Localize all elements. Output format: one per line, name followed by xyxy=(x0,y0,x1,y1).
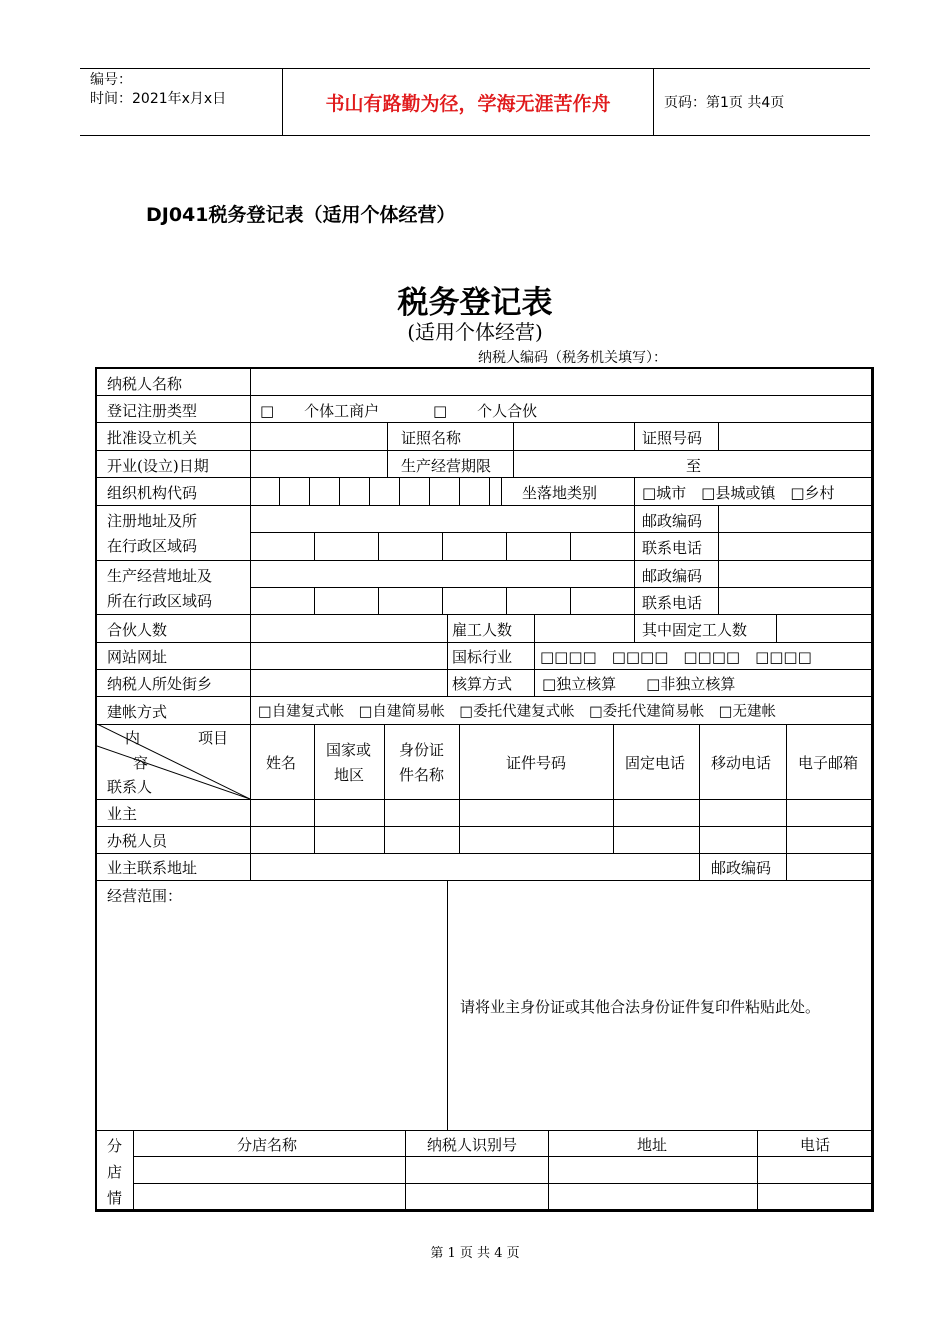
col-line xyxy=(501,477,502,505)
col-line xyxy=(634,477,635,505)
document-title: DJ041税务登记表（适用个体经营） xyxy=(146,204,456,226)
col-line xyxy=(513,422,514,477)
label-biz-addr-1: 生产经营地址及 xyxy=(107,567,213,585)
label-owner-postal: 邮政编码 xyxy=(711,859,772,877)
col-line xyxy=(489,477,490,505)
col-line xyxy=(718,505,719,614)
col-tel: 固定电话 xyxy=(625,754,686,772)
row-line xyxy=(250,587,872,588)
label-to: 至 xyxy=(686,457,702,475)
col-id-no: 证件号码 xyxy=(506,754,567,772)
col-line xyxy=(634,614,635,642)
col-country-1: 国家或 xyxy=(326,741,372,759)
label-postal-1: 邮政编码 xyxy=(642,512,703,530)
header-time: 时间：2021年x月x日 xyxy=(90,91,227,107)
label-owner-addr: 业主联系地址 xyxy=(107,859,198,877)
bookkeeping-options[interactable]: □自建复式帐 □自建简易帐 □委托代建复式帐 □委托代建简易帐 □无建帐 xyxy=(258,704,776,720)
registration-form xyxy=(95,367,874,1212)
industry-code-boxes[interactable]: □□□□ □□□□ □□□□ □□□□ xyxy=(540,648,812,666)
col-line xyxy=(548,1130,549,1210)
reg-option-individual[interactable]: □ 个体工商户 xyxy=(260,402,380,420)
header-page-info: 页码：第1页 共4页 xyxy=(664,95,785,111)
row-line xyxy=(97,853,872,854)
diag-content-2: 容 xyxy=(133,754,149,772)
page-footer: 第 1 页 共 4 页 xyxy=(430,1246,520,1261)
col-line xyxy=(459,477,460,505)
label-reg-addr-1: 注册地址及所 xyxy=(107,512,198,530)
label-accounting: 核算方式 xyxy=(452,675,513,693)
branch-col-tel: 电话 xyxy=(800,1136,831,1154)
label-owner: 业主 xyxy=(107,805,138,823)
col-line xyxy=(405,1130,406,1210)
col-line xyxy=(506,532,507,560)
reg-option-partnership[interactable]: □ 个人合伙 xyxy=(433,402,538,420)
col-line xyxy=(314,724,315,854)
col-id-2: 件名称 xyxy=(399,766,445,784)
row-line xyxy=(97,614,872,615)
row-line xyxy=(97,477,872,478)
row-line xyxy=(97,560,872,561)
branch-col-taxid: 纳税人识别号 xyxy=(427,1136,518,1154)
col-line xyxy=(534,614,535,697)
diag-contact: 联系人 xyxy=(107,778,153,796)
col-line xyxy=(776,614,777,642)
label-phone-2: 联系电话 xyxy=(642,594,703,612)
label-org-code: 组织机构代码 xyxy=(107,484,198,502)
label-agent: 办税人员 xyxy=(107,832,168,850)
branch-col-name: 分店名称 xyxy=(237,1136,298,1154)
col-line xyxy=(459,724,460,854)
row-line xyxy=(133,1183,872,1184)
col-line xyxy=(378,587,379,614)
col-line xyxy=(384,724,385,854)
col-line xyxy=(369,477,370,505)
branch-col-addr: 地址 xyxy=(637,1136,668,1154)
diag-content-1: 内 xyxy=(125,729,141,747)
col-line xyxy=(387,422,388,477)
col-line xyxy=(314,532,315,560)
col-line xyxy=(378,532,379,560)
row-line xyxy=(97,422,872,423)
col-email: 电子邮箱 xyxy=(798,754,859,772)
row-line xyxy=(97,669,872,670)
col-line xyxy=(786,724,787,880)
col-line xyxy=(399,477,400,505)
taxpayer-code-label: 纳税人编码（税务机关填写）： xyxy=(478,350,667,366)
col-name: 姓名 xyxy=(266,754,297,772)
label-license-no: 证照号码 xyxy=(642,429,703,447)
label-reg-addr-2: 在行政区域码 xyxy=(107,537,198,555)
col-country-2: 地区 xyxy=(334,766,365,784)
row-line xyxy=(97,826,872,827)
col-mobile: 移动电话 xyxy=(711,754,772,772)
col-id-1: 身份证 xyxy=(399,741,445,759)
row-line xyxy=(97,450,872,451)
col-line xyxy=(133,1130,134,1210)
header-motto: 书山有路勤为径，学海无涯苦作舟 xyxy=(282,69,654,135)
label-phone-1: 联系电话 xyxy=(642,539,703,557)
row-line xyxy=(250,532,872,533)
col-line xyxy=(339,477,340,505)
label-partners: 合伙人数 xyxy=(107,621,168,639)
page-header xyxy=(80,68,870,136)
col-line xyxy=(699,724,700,880)
row-line xyxy=(97,880,872,881)
label-employees: 雇工人数 xyxy=(452,621,513,639)
row-line xyxy=(97,642,872,643)
row-line xyxy=(97,395,872,396)
col-line xyxy=(718,422,719,450)
col-line xyxy=(570,587,571,614)
diag-item: 项目 xyxy=(198,729,229,747)
label-business-scope: 经营范围： xyxy=(107,887,183,905)
label-website: 网站网址 xyxy=(107,648,168,666)
label-location-type: 坐落地类别 xyxy=(522,484,598,502)
label-fixed-workers: 其中固定工人数 xyxy=(642,621,748,639)
col-line xyxy=(634,422,635,450)
id-paste-note: 请将业主身份证或其他合法身份证件复印件粘贴此处。 xyxy=(460,998,821,1016)
row-line xyxy=(97,696,872,697)
header-meta xyxy=(80,69,282,135)
col-line xyxy=(634,505,635,614)
col-line xyxy=(442,587,443,614)
col-line xyxy=(447,880,448,1130)
col-line xyxy=(506,587,507,614)
label-taxpayer-name: 纳税人名称 xyxy=(107,375,183,393)
row-line xyxy=(97,1130,872,1131)
label-biz-addr-2: 所在行政区域码 xyxy=(107,592,213,610)
col-line xyxy=(613,724,614,854)
label-open-date: 开业(设立)日期 xyxy=(107,457,209,475)
label-bookkeeping: 建帐方式 xyxy=(107,703,168,721)
branch-side-1: 分 xyxy=(107,1137,123,1155)
form-title: 税务登记表 xyxy=(397,285,553,321)
label-biz-period: 生产经营期限 xyxy=(401,457,492,475)
label-postal-2: 邮政编码 xyxy=(642,567,703,585)
col-line xyxy=(250,369,251,880)
col-line xyxy=(279,477,280,505)
col-line xyxy=(757,1130,758,1210)
col-line xyxy=(570,532,571,560)
branch-side-3: 情 xyxy=(107,1189,123,1207)
form-subtitle: (适用个体经营) xyxy=(407,320,543,344)
accounting-options[interactable]: □独立核算 □非独立核算 xyxy=(542,675,736,693)
header-number: 编号： xyxy=(90,72,132,88)
col-line xyxy=(429,477,430,505)
label-approval-org: 批准设立机关 xyxy=(107,429,198,447)
row-line xyxy=(97,799,872,800)
col-line xyxy=(309,477,310,505)
col-line xyxy=(447,614,448,697)
col-line xyxy=(442,532,443,560)
location-options[interactable]: □城市 □县城或镇 □乡村 xyxy=(642,484,835,502)
branch-side-2: 店 xyxy=(107,1163,123,1181)
col-line xyxy=(314,587,315,614)
label-street: 纳税人所处街乡 xyxy=(107,675,213,693)
row-line xyxy=(133,1156,872,1157)
row-line xyxy=(97,505,872,506)
label-reg-type: 登记注册类型 xyxy=(107,402,198,420)
label-license-name: 证照名称 xyxy=(401,429,462,447)
label-industry: 国标行业 xyxy=(452,648,513,666)
